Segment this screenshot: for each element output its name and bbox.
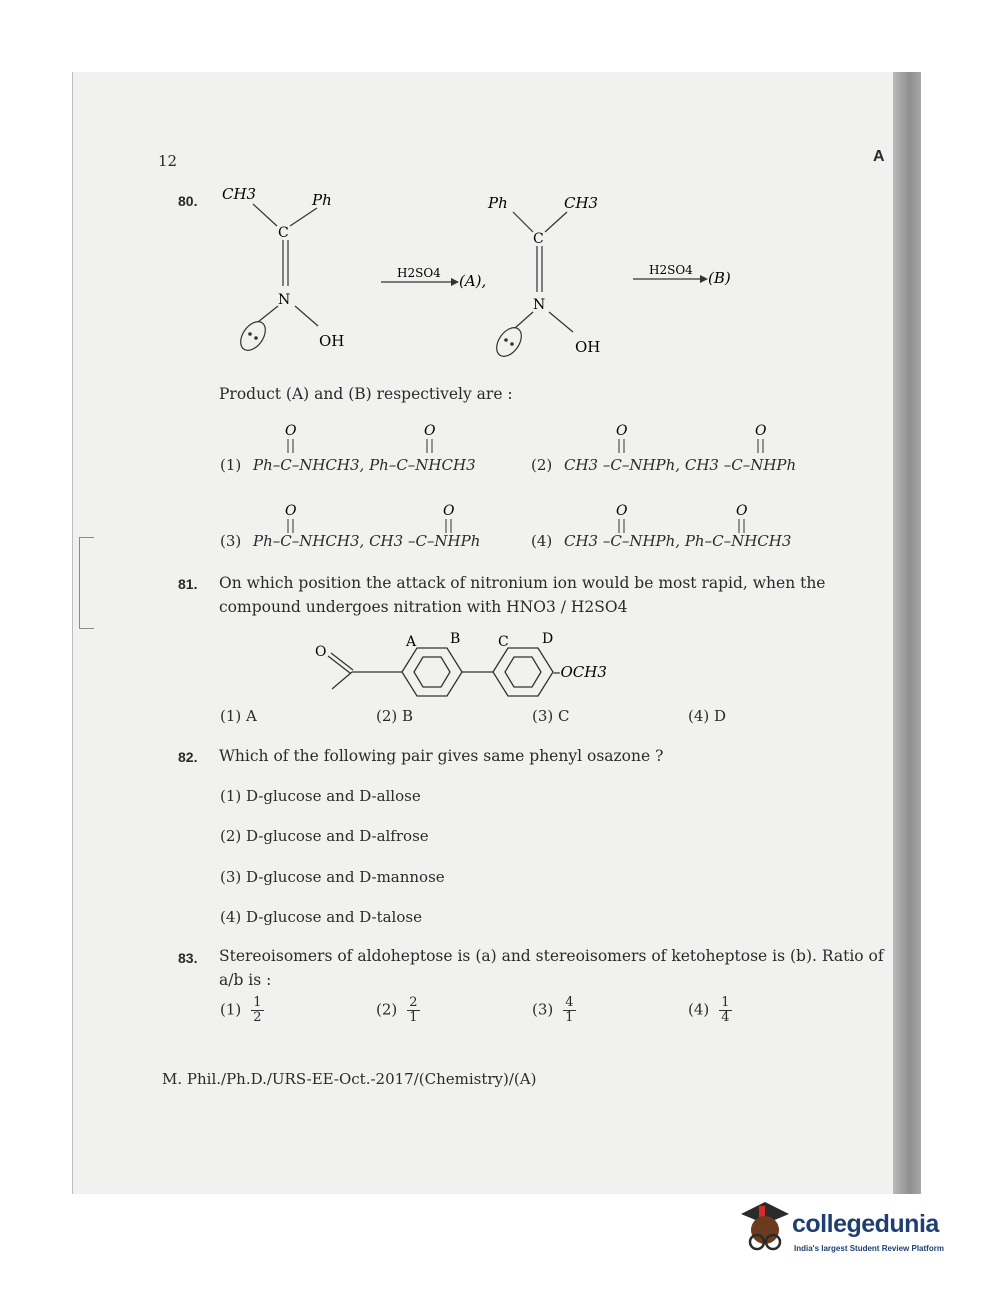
methoxy-label: –OCH3 bbox=[553, 663, 607, 681]
fraction: $\frac{4}{1}$ bbox=[565, 995, 574, 1025]
q81-option-1[interactable]: (1) A bbox=[220, 707, 257, 725]
arrow1-product: (A), bbox=[459, 272, 487, 290]
question-83-number: 83. bbox=[178, 950, 198, 966]
question-80-number: 80. bbox=[178, 193, 198, 209]
mol1-nitrogen: N bbox=[278, 292, 291, 308]
fraction: $\frac{1}{4}$ bbox=[721, 995, 730, 1025]
mol2-ch3: CH3 bbox=[564, 194, 599, 212]
q83-question-line-1: Stereoisomers of aldoheptose is (a) and stereoisomers of ketoheptose is (b). Ratio of bbox=[219, 947, 884, 965]
position-label-a: A bbox=[406, 634, 417, 650]
carbonyl-o: O bbox=[285, 423, 297, 439]
q80-option-2-text[interactable]: CH3 –C–NHPh, CH3 –C–NHPh bbox=[564, 456, 797, 474]
mol2-carbon: C bbox=[533, 231, 544, 247]
q81-question-line-1: On which position the attack of nitronium ion would be most rapid, when the bbox=[219, 574, 826, 592]
q82-option-4[interactable]: (4) D-glucose and D-talose bbox=[220, 908, 422, 926]
q80-option-1-number: (1) bbox=[220, 456, 242, 474]
mol1-ph: Ph bbox=[312, 191, 332, 209]
question-82-number: 82. bbox=[178, 749, 198, 765]
q83-option-1[interactable] bbox=[220, 996, 264, 1025]
q82-option-3[interactable]: (3) D-glucose and D-mannose bbox=[220, 868, 445, 886]
collegedunia-logo-icon bbox=[735, 1196, 793, 1256]
q83-option-2[interactable] bbox=[376, 996, 420, 1025]
q80-carbonyl-marks bbox=[215, 415, 855, 545]
q83-option-3[interactable] bbox=[532, 996, 576, 1025]
q81-option-2[interactable]: (2) B bbox=[376, 707, 414, 725]
margin-bracket-mark bbox=[79, 537, 94, 629]
mol1-carbon: C bbox=[278, 225, 289, 241]
q83-option-4-number: (4) bbox=[688, 1000, 710, 1019]
page-number: 12 bbox=[158, 152, 178, 170]
question-81-number: 81. bbox=[178, 576, 198, 592]
q80-reaction-scheme bbox=[215, 180, 755, 370]
carbonyl-o: O bbox=[443, 503, 455, 519]
arrow2-reagent: H2SO4 bbox=[649, 263, 693, 277]
q80-option-4-text[interactable]: CH3 –C–NHPh, Ph–C–NHCH3 bbox=[564, 532, 792, 550]
position-label-b: B bbox=[450, 631, 461, 647]
q81-question-line-2: compound undergoes nitration with HNO3 / H2SO4 bbox=[219, 598, 628, 616]
ketone-oxygen: O bbox=[315, 644, 327, 660]
q81-biphenyl-structure bbox=[310, 626, 650, 706]
q80-option-1-text[interactable]: Ph–C–NHCH3, Ph–C–NHCH3 bbox=[253, 456, 476, 474]
q80-option-3-number: (3) bbox=[220, 532, 242, 550]
q83-option-4[interactable] bbox=[688, 996, 732, 1025]
paper-footer-code: M. Phil./Ph.D./URS-EE-Oct.-2017/(Chemistry)/(A) bbox=[162, 1070, 537, 1088]
arrow1-reagent: H2SO4 bbox=[397, 266, 441, 280]
mol2-nitrogen: N bbox=[533, 297, 546, 313]
q80-option-4-number: (4) bbox=[531, 532, 553, 550]
carbonyl-o: O bbox=[755, 423, 767, 439]
q83-question-line-2: a/b is : bbox=[219, 971, 272, 989]
mol1-ch3: CH3 bbox=[222, 185, 257, 203]
q81-option-3[interactable]: (3) C bbox=[532, 707, 570, 725]
q80-option-3-text[interactable]: Ph–C–NHCH3, CH3 –C–NHPh bbox=[253, 532, 481, 550]
fraction: $\frac{2}{1}$ bbox=[409, 995, 418, 1025]
arrow2-product: (B) bbox=[708, 269, 731, 287]
carbonyl-o: O bbox=[285, 503, 297, 519]
collegedunia-logo-text: collegedunia bbox=[792, 1210, 939, 1238]
mol1-oh: OH bbox=[319, 332, 345, 350]
carbonyl-o: O bbox=[616, 423, 628, 439]
q82-option-2[interactable]: (2) D-glucose and D-alfrose bbox=[220, 827, 429, 845]
mol2-ph: Ph bbox=[488, 194, 508, 212]
q80-question-text: Product (A) and (B) respectively are : bbox=[219, 385, 513, 403]
position-label-d: D bbox=[542, 631, 554, 647]
position-label-c: C bbox=[498, 634, 509, 650]
q83-option-1-number: (1) bbox=[220, 1000, 242, 1019]
mol2-oh: OH bbox=[575, 338, 601, 356]
q82-option-1[interactable]: (1) D-glucose and D-allose bbox=[220, 787, 421, 805]
set-label: A bbox=[873, 148, 885, 165]
fraction: $\frac{1}{2}$ bbox=[253, 995, 262, 1025]
carbonyl-o: O bbox=[736, 503, 748, 519]
q83-option-2-number: (2) bbox=[376, 1000, 398, 1019]
q81-option-4[interactable]: (4) D bbox=[688, 707, 727, 725]
carbonyl-o: O bbox=[424, 423, 436, 439]
carbonyl-o: O bbox=[616, 503, 628, 519]
q80-option-2-number: (2) bbox=[531, 456, 553, 474]
page-edge-shadow bbox=[893, 72, 921, 1194]
collegedunia-tagline: India's largest Student Review Platform bbox=[794, 1244, 944, 1253]
q82-question-text: Which of the following pair gives same phenyl osazone ? bbox=[219, 747, 664, 765]
q83-option-3-number: (3) bbox=[532, 1000, 554, 1019]
